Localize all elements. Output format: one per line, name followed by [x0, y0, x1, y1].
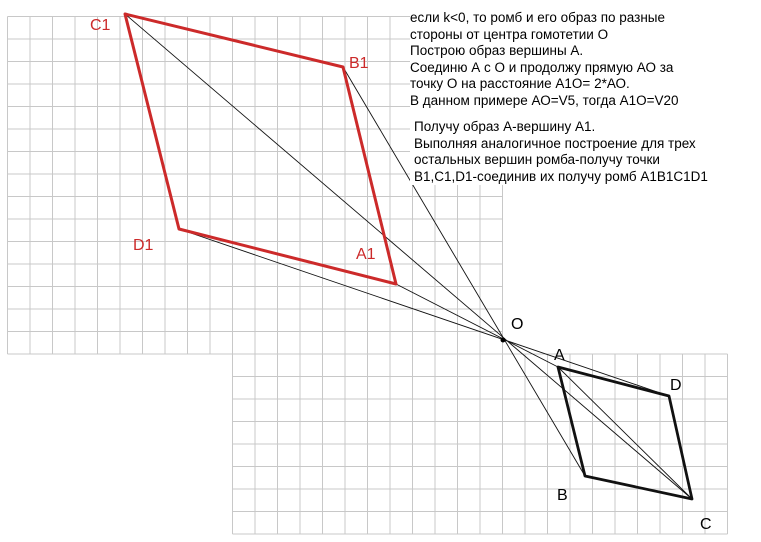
explanation-line: Выполняя аналогичное построение для трех	[414, 135, 696, 151]
explanation-paragraph-1	[410, 10, 755, 109]
explanation-line: стороны от центра гомотетии О	[410, 26, 609, 42]
explanation-line: Соединю А с О и продолжу прямую АО за	[410, 59, 674, 75]
explanation-line: В данном примере АО=V5, тогда А1О=V20	[410, 92, 679, 108]
construction-line-a1-a	[396, 284, 558, 367]
explanation-line: точку О на расстояние А1О= 2*АО.	[410, 76, 630, 91]
explanation-text	[410, 10, 755, 185]
center-point-o	[501, 338, 506, 343]
construction-line-d1-d	[179, 229, 669, 396]
label-point-b: B	[557, 487, 568, 504]
label-point-d: D	[670, 377, 682, 394]
label-point-a1: A1	[356, 246, 376, 263]
explanation-line: Получу образ А-вершину А1.	[414, 119, 596, 134]
label-point-c1: C1	[90, 17, 111, 34]
explanation-line: если k<0, то ромб и его образ по разные	[410, 10, 666, 25]
label-point-c: C	[700, 516, 712, 533]
explanation-paragraph-2	[410, 119, 755, 185]
label-point-a: A	[554, 347, 565, 364]
explanation-line: Построю образ вершины А.	[410, 43, 584, 58]
explanation-line: остальных вершин ромба-получу точки	[414, 152, 660, 167]
label-point-b1: B1	[349, 55, 369, 72]
label-center-o: O	[511, 316, 524, 333]
label-point-d1: D1	[133, 237, 154, 254]
explanation-line: В1,С1,D1-соединив их получу ромб А1В1С1D1	[414, 168, 708, 184]
